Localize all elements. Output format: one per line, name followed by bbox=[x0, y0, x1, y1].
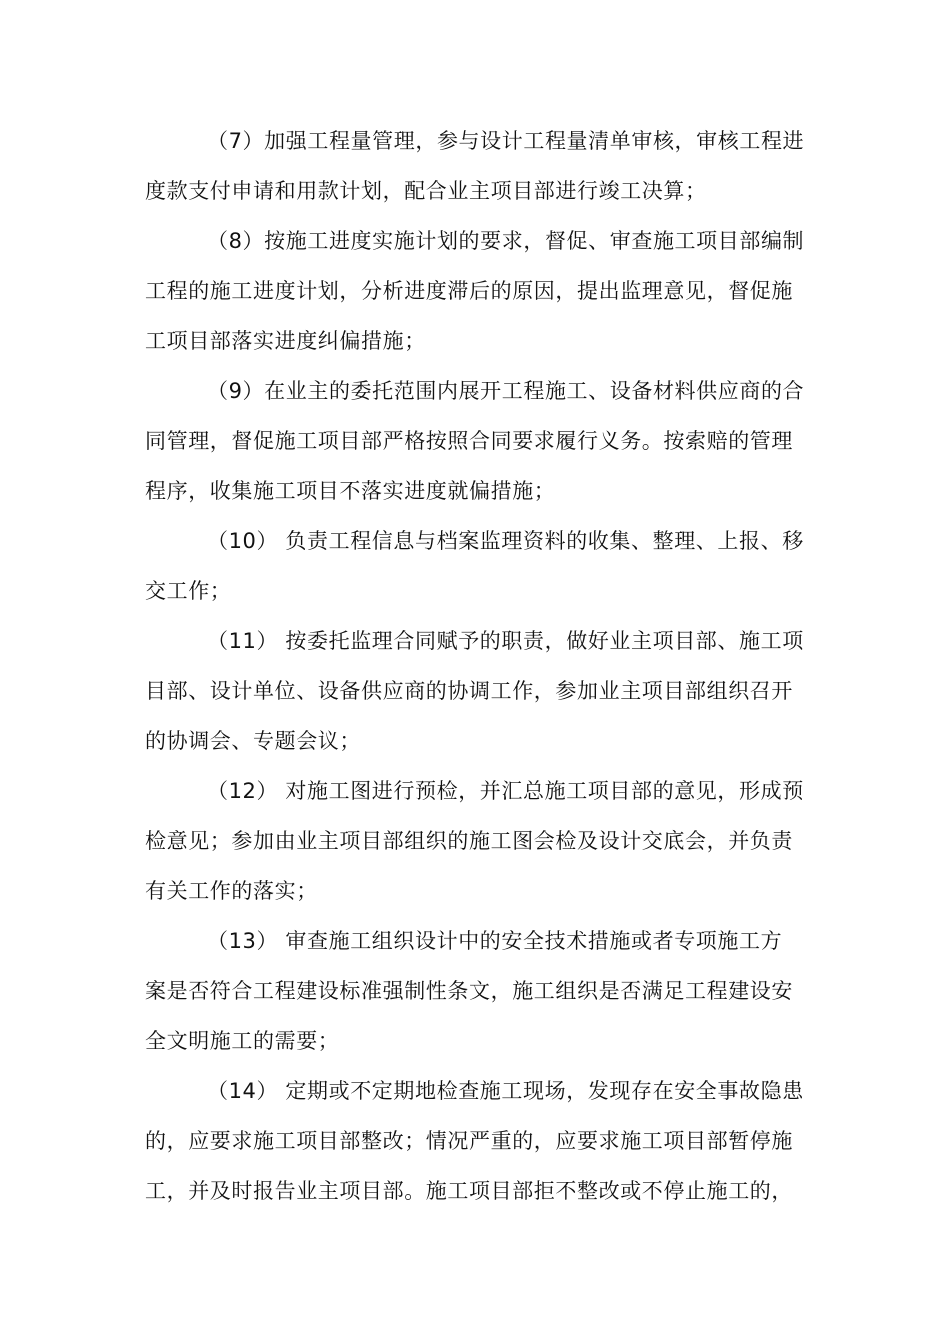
paragraph-item-11 bbox=[145, 616, 805, 766]
paragraph-line: 工项目部落实进度纠偏措施； bbox=[145, 329, 426, 353]
paragraph-item-10 bbox=[145, 516, 805, 616]
paragraph-line: 程序，收集施工项目不落实进度就偏措施； bbox=[145, 479, 556, 503]
paragraph-line: （13） 审查施工组织设计中的安全技术措施或者专项施工方 bbox=[207, 929, 783, 953]
paragraph-item-14 bbox=[145, 1066, 805, 1216]
paragraph-item-12 bbox=[145, 766, 805, 916]
paragraph-line: （10） 负责工程信息与档案监理资料的收集、整理、上报、移 bbox=[207, 529, 804, 553]
paragraph-line: （7）加强工程量管理，参与设计工程量清单审核，审核工程进 bbox=[207, 129, 805, 153]
paragraph-line: 案是否符合工程建设标准强制性条文，施工组织是否满足工程建设安 bbox=[145, 979, 793, 1003]
paragraph-line: 交工作； bbox=[145, 579, 232, 603]
paragraph-line: 同管理，督促施工项目部严格按照合同要求履行义务。按索赔的管理 bbox=[145, 429, 793, 453]
paragraph-line: 度款支付申请和用款计划，配合业主项目部进行竣工决算； bbox=[145, 179, 707, 203]
paragraph-line: 的，应要求施工项目部整改；情况严重的，应要求施工项目部暂停施 bbox=[145, 1129, 793, 1153]
document-body bbox=[145, 116, 805, 1216]
paragraph-line: 工，并及时报告业主项目部。施工项目部拒不整改或不停止施工的， bbox=[145, 1179, 793, 1203]
paragraph-line: （14） 定期或不定期地检查施工现场，发现存在安全事故隐患 bbox=[207, 1079, 804, 1103]
paragraph-line: （11） 按委托监理合同赋予的职责，做好业主项目部、施工项 bbox=[207, 629, 804, 653]
paragraph-line: （9）在业主的委托范围内展开工程施工、设备材料供应商的合 bbox=[207, 379, 805, 403]
paragraph-item-8 bbox=[145, 216, 805, 366]
paragraph-line: （12） 对施工图进行预检，并汇总施工项目部的意见，形成预 bbox=[207, 779, 804, 803]
paragraph-line: 的协调会、专题会议； bbox=[145, 729, 361, 753]
paragraph-line: 全文明施工的需要； bbox=[145, 1029, 340, 1053]
paragraph-line: 工程的施工进度计划，分析进度滞后的原因，提出监理意见，督促施 bbox=[145, 279, 793, 303]
paragraph-line: （8）按施工进度实施计划的要求，督促、审查施工项目部编制 bbox=[207, 229, 805, 253]
paragraph-line: 有关工作的落实； bbox=[145, 879, 318, 903]
paragraph-line: 目部、设计单位、设备供应商的协调工作，参加业主项目部组织召开 bbox=[145, 679, 793, 703]
paragraph-item-13 bbox=[145, 916, 805, 1066]
paragraph-item-7 bbox=[145, 116, 805, 216]
paragraph-line: 检意见；参加由业主项目部组织的施工图会检及设计交底会，并负责 bbox=[145, 829, 793, 853]
paragraph-item-9 bbox=[145, 366, 805, 516]
